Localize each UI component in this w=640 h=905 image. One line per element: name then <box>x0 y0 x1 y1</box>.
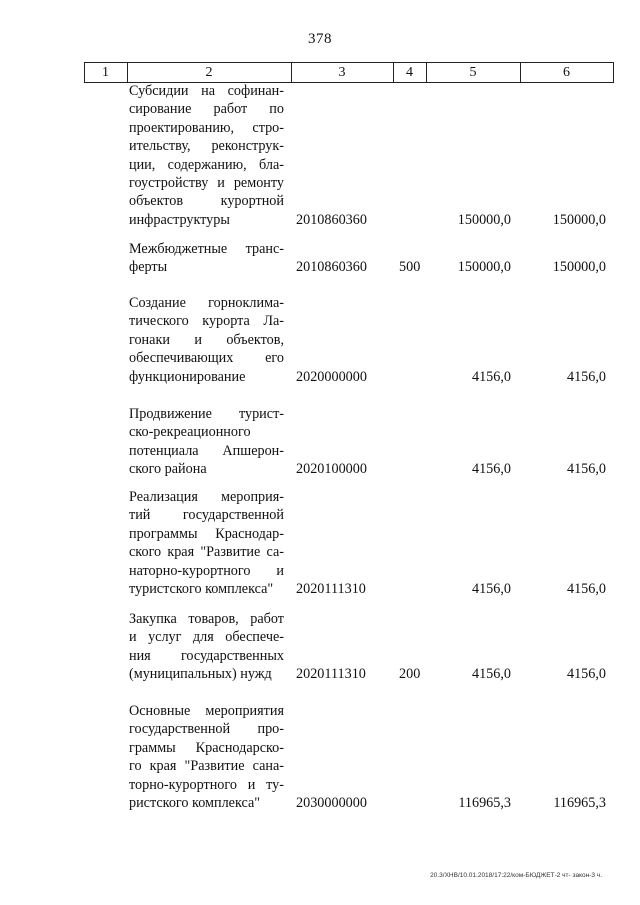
description-line: граммы Краснодарско- <box>129 739 284 756</box>
description-line: потенциала Апшерон- <box>129 442 284 459</box>
description-line: Создание горноклима- <box>129 295 284 311</box>
description-line: программы Краснодар- <box>129 525 284 542</box>
row-description <box>129 240 284 277</box>
header-col-1: 1 <box>102 65 109 80</box>
header-col-5: 5 <box>469 65 477 80</box>
description-line: тического курорта Ла- <box>129 313 284 330</box>
description-line: и услуг для обеспече- <box>129 629 284 646</box>
description-line: гоустройству и ремонту <box>129 175 284 192</box>
description-line: ферты <box>129 259 168 276</box>
amount-year-2: 116965,3 <box>553 795 606 811</box>
description-line: Основные мероприятия <box>129 703 284 719</box>
amount-year-1: 150000,0 <box>457 211 511 228</box>
row-description <box>129 82 284 229</box>
amount-year-2: 4156,0 <box>566 666 606 683</box>
target-code: 2010860360 <box>296 211 367 228</box>
amount-year-1: 4156,0 <box>471 461 511 478</box>
description-line: тий государственной <box>129 507 284 524</box>
description-line: Продвижение турист- <box>129 406 284 422</box>
description-line: ции, содержанию, бла- <box>129 156 284 173</box>
target-code: 2020000000 <box>296 368 367 385</box>
amount-year-2: 4156,0 <box>566 581 606 597</box>
header-col-2: 2 <box>205 65 213 80</box>
amount-year-2: 4156,0 <box>566 461 606 478</box>
description-line: сирование работ по <box>129 101 284 118</box>
description-line: обеспечивающих его <box>129 350 284 367</box>
description-line: функционирование <box>129 368 246 385</box>
description-line: гонаки и объектов, <box>129 331 284 348</box>
amount-year-2: 4156,0 <box>566 368 606 385</box>
description-line: Межбюджетные транс- <box>129 241 284 257</box>
description-line: проектированию, стро- <box>129 119 284 136</box>
header-divider <box>613 62 614 83</box>
description-line: Закупка товаров, работ <box>129 611 284 627</box>
description-line: ния государственных <box>129 647 284 664</box>
description-line: ского района <box>129 461 207 478</box>
header-top-border <box>84 62 614 63</box>
description-line: объектов курортной <box>129 193 284 210</box>
amount-year-1: 4156,0 <box>471 368 511 385</box>
amount-year-2: 150000,0 <box>552 259 606 276</box>
target-code: 2020111310 <box>296 666 366 683</box>
description-line: го края "Развитие сана- <box>129 758 284 775</box>
description-line: Реализация мероприя- <box>129 489 284 505</box>
description-line: торно-курортного и ту- <box>129 776 284 793</box>
expense-type: 200 <box>399 666 421 683</box>
description-line: ристского комплекса" <box>129 795 261 812</box>
row-description <box>129 405 284 479</box>
row-description <box>129 702 284 812</box>
description-line: ского края "Развитие са- <box>129 544 284 561</box>
description-line: туристского комплекса" <box>129 581 274 598</box>
amount-year-1: 4156,0 <box>471 581 511 597</box>
target-code: 2030000000 <box>296 795 367 811</box>
amount-year-2: 150000,0 <box>552 211 606 228</box>
target-code: 2020111310 <box>296 581 366 597</box>
description-line: государственной про- <box>129 721 284 738</box>
header-col-3: 3 <box>338 65 346 80</box>
description-line: ительству, реконструк- <box>129 138 284 155</box>
description-line: наторно-курортного и <box>129 562 284 579</box>
header-col-4: 4 <box>406 65 413 80</box>
row-description <box>129 610 284 684</box>
description-line: ско-рекреационного <box>129 424 251 441</box>
footer-reference: 20.3/ХНВ/10.01.2018/17:22/ком-БЮДЖЕТ-2 чт- закон-3 ч. <box>430 872 602 879</box>
row-description <box>129 294 284 386</box>
amount-year-1: 150000,0 <box>457 259 511 276</box>
table-header <box>84 62 614 83</box>
expense-type: 500 <box>399 259 421 276</box>
amount-year-1: 4156,0 <box>471 666 511 683</box>
target-code: 2010860360 <box>296 259 367 276</box>
description-line: инфраструктуры <box>129 211 230 228</box>
target-code: 2020100000 <box>296 461 367 478</box>
page-number: 378 <box>308 31 332 47</box>
description-line: (муниципальных) нужд <box>129 666 272 683</box>
amount-year-1: 116965,3 <box>458 795 511 811</box>
row-description <box>129 488 284 598</box>
header-col-6: 6 <box>563 65 570 80</box>
description-line: Субсидии на софинан- <box>129 83 284 99</box>
